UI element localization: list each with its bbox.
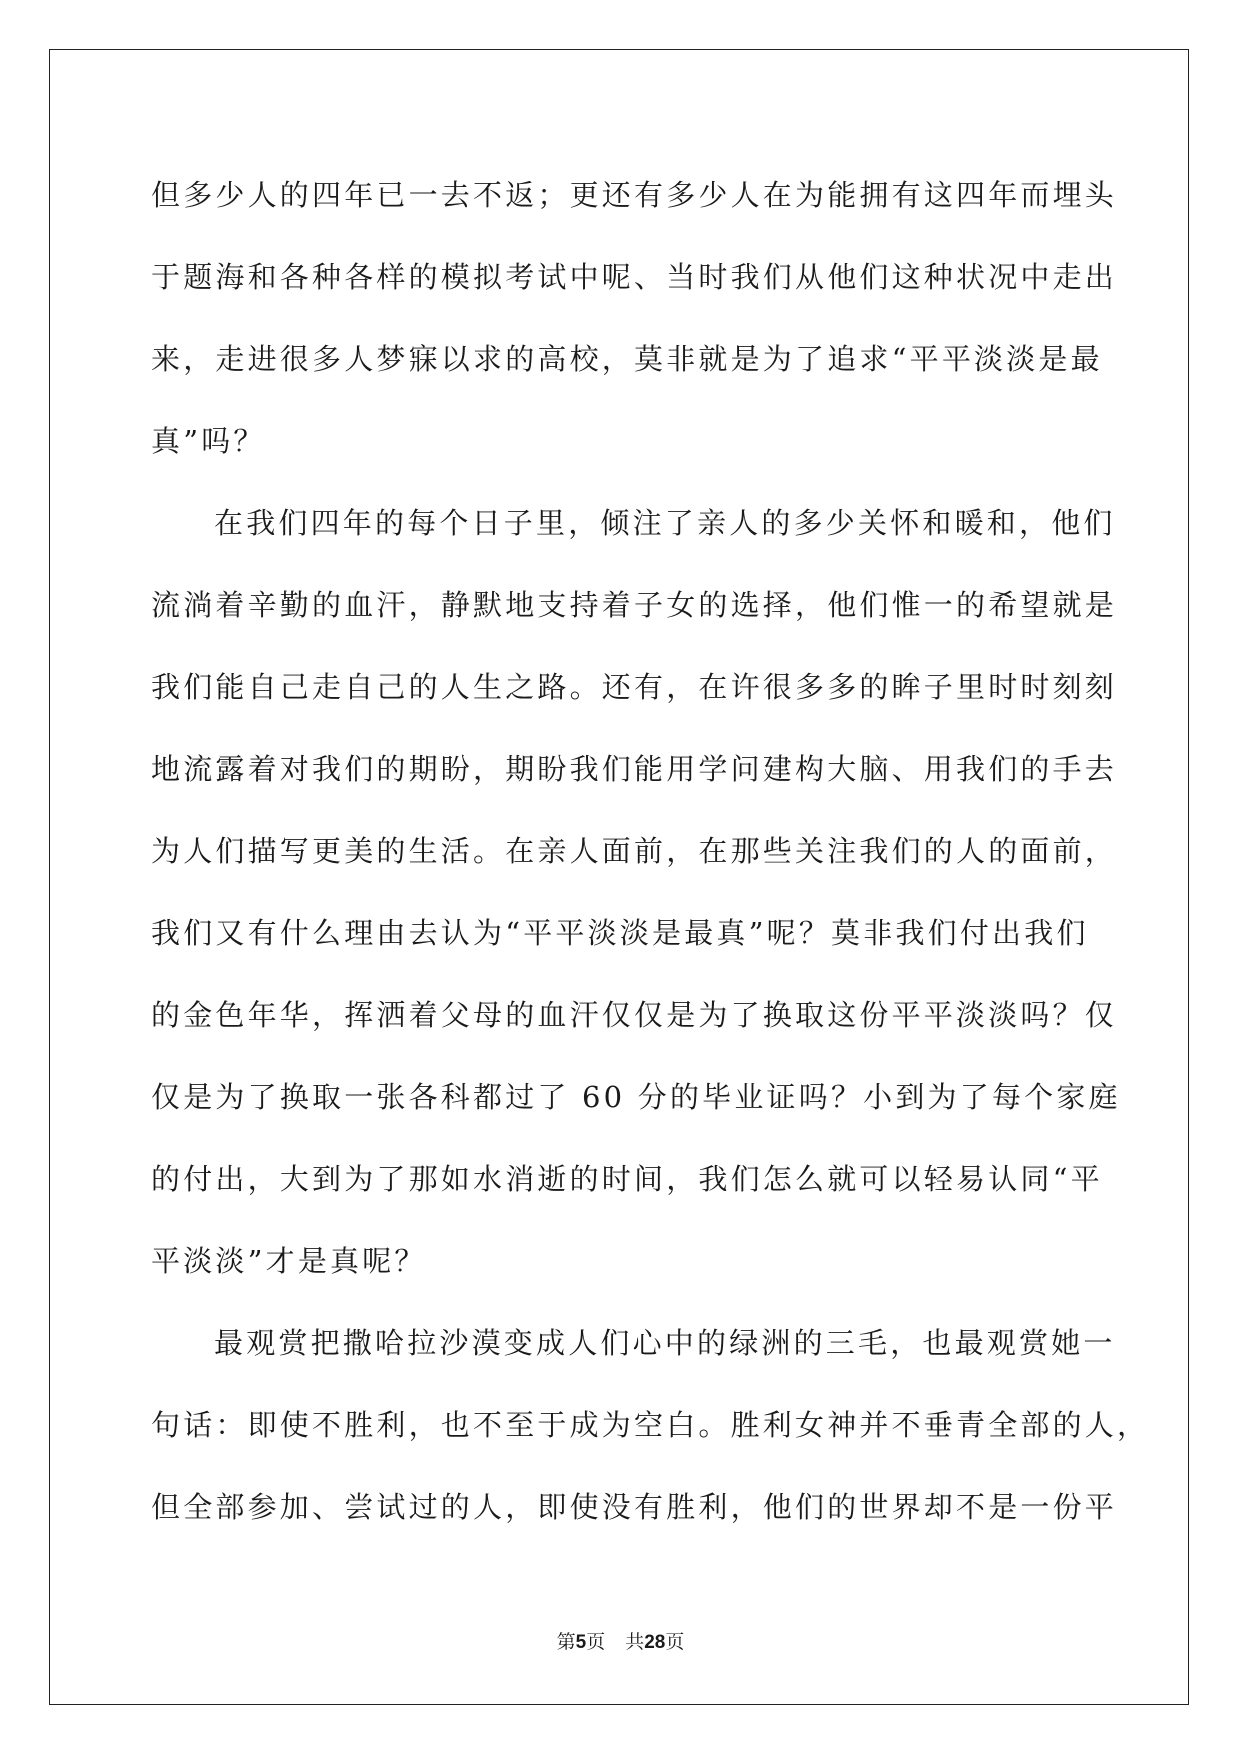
text-line: 但全部参加、尝试过的人，即使没有胜利，他们的世界却不是一份平 (151, 1490, 1118, 1524)
text-line: 句话：即使不胜利，也不至于成为空白。胜利女神并不垂青全部的人， (151, 1408, 1150, 1442)
text-line: 流淌着辛勤的血汗，静默地支持着子女的选择，他们惟一的希望就是 (151, 588, 1118, 622)
page-suffix: 页 (586, 1631, 606, 1653)
text-line: 地流露着对我们的期盼，期盼我们能用学问建构大脑、用我们的手去 (151, 752, 1118, 786)
text-line: 最观赏把撒哈拉沙漠变成人们心中的绿洲的三毛，也最观赏她一 (214, 1326, 1116, 1360)
text-line: 但多少人的四年已一去不返；更还有多少人在为能拥有这四年而埋头 (151, 178, 1118, 212)
page-footer (0, 1630, 1241, 1655)
total-prefix: 共 (625, 1631, 645, 1653)
total-suffix: 页 (665, 1631, 685, 1653)
text-line: 于题海和各种各样的模拟考试中呢、当时我们从他们这种状况中走出 (151, 260, 1118, 294)
text-line: 真”吗？ (151, 424, 266, 458)
text-line: 平淡淡”才是真呢？ (151, 1244, 427, 1278)
text-line: 我们能自己走自己的人生之路。还有，在许很多多的眸子里时时刻刻 (151, 670, 1118, 704)
text-line: 来，走进很多人梦寐以求的高校，莫非就是为了追求“平平淡淡是最 (151, 342, 1103, 376)
document-body (151, 154, 1150, 1548)
page-number: 5 (575, 1632, 587, 1653)
text-line: 的金色年华，挥洒着父母的血汗仅仅是为了换取这份平平淡淡吗？仅 (151, 998, 1118, 1032)
text-line: 我们又有什么理由去认为“平平淡淡是最真”呢？莫非我们付出我们 (151, 916, 1089, 950)
page-prefix: 第 (556, 1631, 576, 1653)
total-pages: 28 (644, 1632, 666, 1653)
text-line: 的付出，大到为了那如水消逝的时间，我们怎么就可以轻易认同“平 (151, 1162, 1103, 1196)
text-line: 在我们四年的每个日子里，倾注了亲人的多少关怀和暖和，他们 (214, 506, 1116, 540)
text-line: 为人们描写更美的生活。在亲人面前，在那些关注我们的人的面前， (151, 834, 1118, 868)
text-line: 仅是为了换取一张各科都过了 60 分的毕业证吗？小到为了每个家庭 (151, 1080, 1121, 1114)
